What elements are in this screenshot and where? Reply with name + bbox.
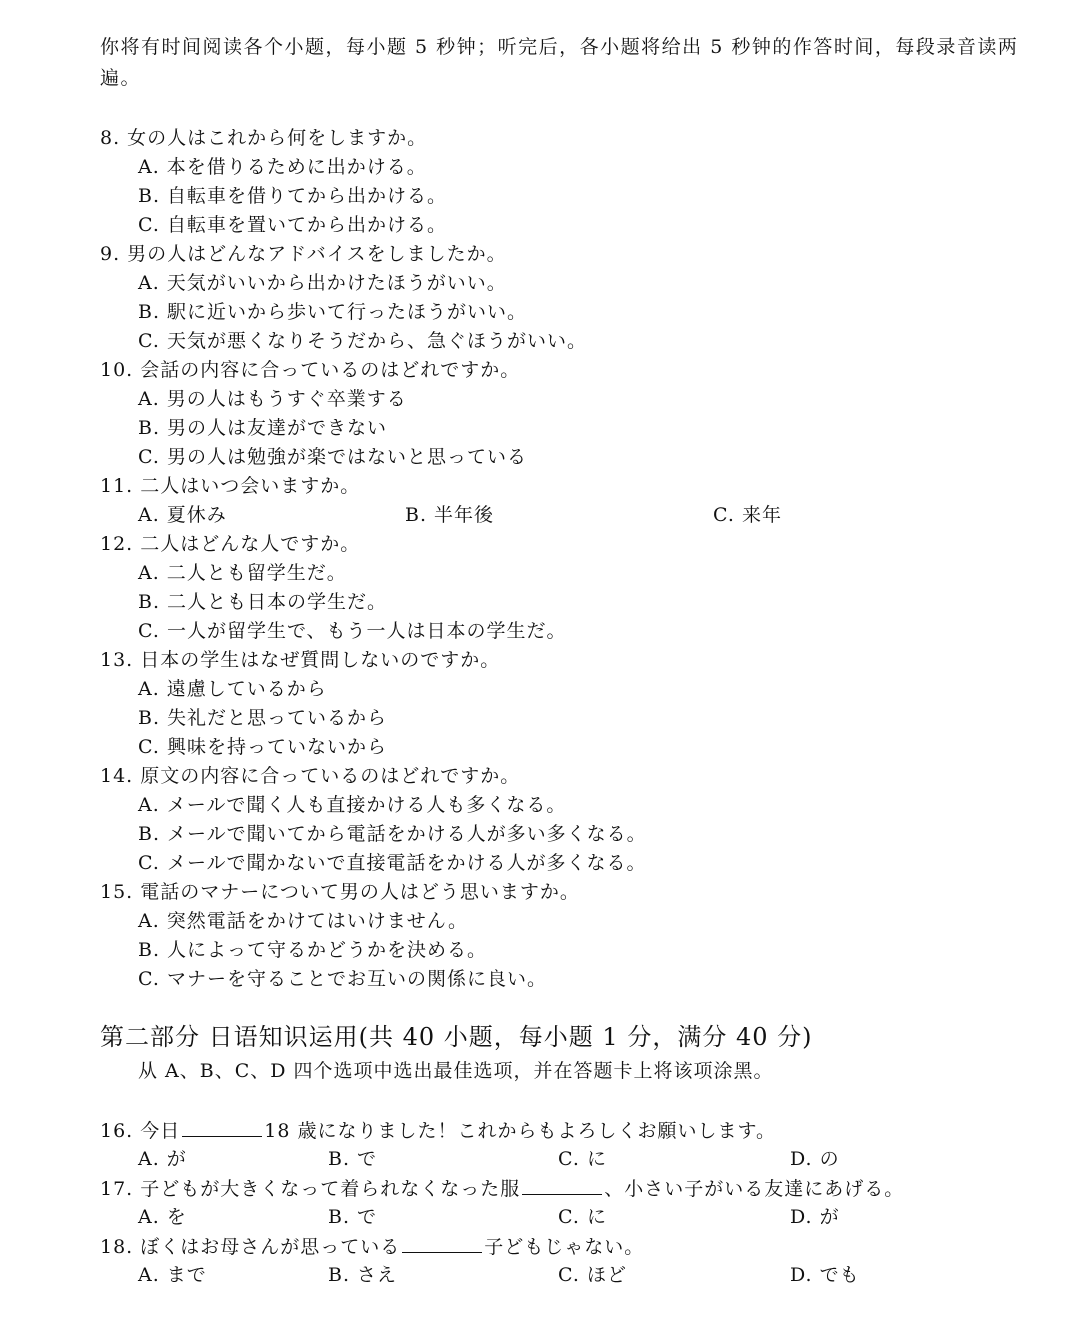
question-13: 13. 日本の学生はなぜ質問しないのですか。 xyxy=(100,649,501,671)
question-11-option-c: C. 来年 xyxy=(713,504,782,526)
question-18 xyxy=(100,1234,644,1259)
question-17-option-a: A. を xyxy=(138,1206,187,1228)
question-8-option-a: A. 本を借りるために出かける。 xyxy=(138,156,427,178)
question-18-option-c: C. ほど xyxy=(558,1264,627,1286)
question-16-option-b: B. で xyxy=(328,1148,378,1170)
question-18-option-d: D. でも xyxy=(790,1264,860,1286)
question-18-text-after: 子どもじゃない。 xyxy=(484,1236,645,1258)
question-8-option-b: B. 自転車を借りてから出かける。 xyxy=(138,185,448,207)
question-17-option-c: C. に xyxy=(558,1206,607,1228)
question-17-option-b: B. で xyxy=(328,1206,378,1228)
question-9-option-b: B. 駅に近いから歩いて行ったほうがいい。 xyxy=(138,301,528,323)
question-13-option-c: C. 興味を持っていないから xyxy=(138,736,387,758)
question-9-option-a: A. 天気がいいから出かけたほうがいい。 xyxy=(138,272,507,294)
question-12-option-b: B. 二人とも日本の学生だ。 xyxy=(138,591,388,613)
question-18-option-a: A. まで xyxy=(138,1264,207,1286)
question-11: 11. 二人はいつ会いますか。 xyxy=(100,475,361,497)
question-12-option-a: A. 二人とも留学生だ。 xyxy=(138,562,347,584)
answer-blank xyxy=(522,1176,602,1195)
question-18-text-before: 18. ぼくはお母さんが思っている xyxy=(100,1236,401,1258)
question-14-option-b: B. メールで聞いてから電話をかける人が多い多くなる。 xyxy=(138,823,647,845)
question-12: 12. 二人はどんな人ですか。 xyxy=(100,533,361,555)
question-17 xyxy=(100,1176,904,1201)
question-14-option-c: C. メールで聞かないで直接電話をかける人が多くなる。 xyxy=(138,852,647,874)
question-18-option-b: B. さえ xyxy=(328,1264,398,1286)
answer-blank xyxy=(402,1234,482,1253)
question-16-option-a: A. が xyxy=(138,1148,187,1170)
question-13-option-b: B. 失礼だと思っているから xyxy=(138,707,388,729)
question-12-option-c: C. 一人が留学生で、もう一人は日本の学生だ。 xyxy=(138,620,567,642)
question-15: 15. 電話のマナーについて男の人はどう思いますか。 xyxy=(100,881,580,903)
question-9: 9. 男の人はどんなアドバイスをしましたか。 xyxy=(100,243,507,265)
question-10: 10. 会話の内容に合っているのはどれですか。 xyxy=(100,359,521,381)
question-9-option-c: C. 天気が悪くなりそうだから、急ぐほうがいい。 xyxy=(138,330,587,352)
question-10-option-b: B. 男の人は友達ができない xyxy=(138,417,388,439)
question-8: 8. 女の人はこれから何をしますか。 xyxy=(100,127,428,149)
question-16-text-after: 18 歳になりました！これからもよろしくお願いします。 xyxy=(264,1120,776,1142)
intro-line-1: 你将有时间阅读各个小题，每小题 5 秒钟；听完后，各小题将给出 5 秒钟的作答时间，每段录音读两 xyxy=(100,36,1019,58)
question-10-option-c: C. 男の人は勉強が楽ではないと思っている xyxy=(138,446,527,468)
question-15-option-c: C. マナーを守ることでお互いの関係に良い。 xyxy=(138,968,547,990)
question-8-option-c: C. 自転車を置いてから出かける。 xyxy=(138,214,447,236)
question-10-option-a: A. 男の人はもうすぐ卒業する xyxy=(138,388,407,410)
question-13-option-a: A. 遠慮しているから xyxy=(138,678,327,700)
section-2-instruction: 从 A、B、C、D 四个选项中选出最佳选项，并在答题卡上将该项涂黑。 xyxy=(138,1060,774,1082)
question-17-option-d: D. が xyxy=(790,1206,840,1228)
question-17-text-after: 、小さい子がいる友達にあげる。 xyxy=(604,1178,905,1200)
question-17-text-before: 17. 子どもが大きくなって着られなくなった服 xyxy=(100,1178,521,1200)
question-16-text-before: 16. 今日 xyxy=(100,1120,181,1142)
answer-blank xyxy=(182,1118,262,1137)
question-15-option-b: B. 人によって守るかどうかを決める。 xyxy=(138,939,488,961)
intro-line-2: 遍。 xyxy=(100,67,142,89)
question-16 xyxy=(100,1118,776,1143)
question-14-option-a: A. メールで聞く人も直接かける人も多くなる。 xyxy=(138,794,567,816)
question-14: 14. 原文の内容に合っているのはどれですか。 xyxy=(100,765,521,787)
question-15-option-a: A. 突然電話をかけてはいけません。 xyxy=(138,910,468,932)
question-11-option-a: A. 夏休み xyxy=(138,504,227,526)
section-2-title: 第二部分 日语知识运用(共 40 小题，每小题 1 分，满分 40 分) xyxy=(100,1023,813,1051)
question-16-option-c: C. に xyxy=(558,1148,607,1170)
question-16-option-d: D. の xyxy=(790,1148,840,1170)
question-11-option-b: B. 半年後 xyxy=(405,504,495,526)
